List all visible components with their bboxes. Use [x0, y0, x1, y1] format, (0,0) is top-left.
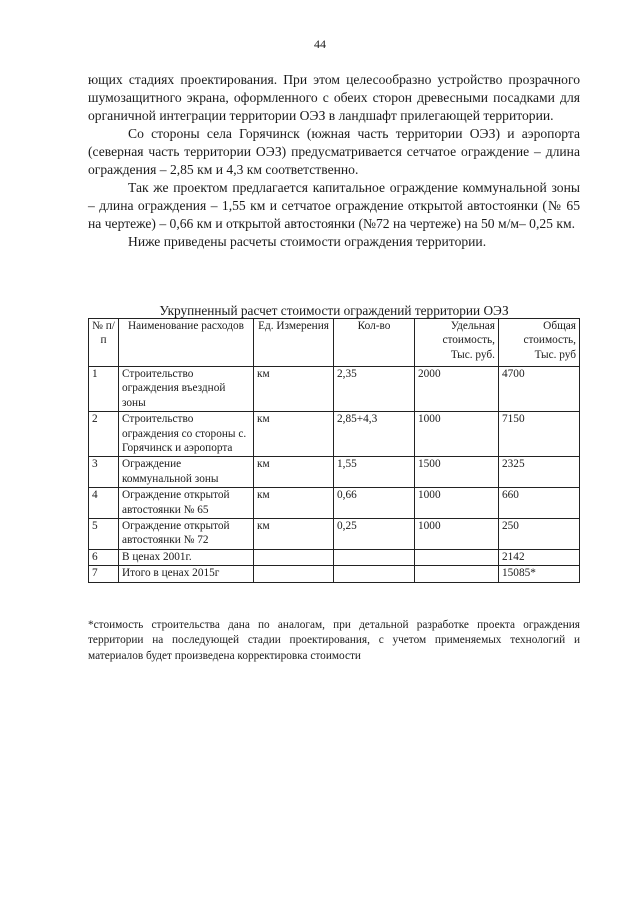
cell-total: 7150 [499, 412, 580, 457]
cell-num: 1 [89, 367, 119, 412]
cell-unit [254, 566, 334, 582]
cell-unit: км [254, 488, 334, 519]
cell-name: Строительство ограждения со стороны с. Горячинск и аэропорта [119, 412, 254, 457]
header-num: № п/п [89, 319, 119, 367]
header-total: Общая стоимость, Тыс. руб [499, 319, 580, 367]
cell-unit-cost: 1000 [415, 519, 499, 550]
cell-total: 2142 [499, 549, 580, 565]
cell-unit-cost: 1000 [415, 488, 499, 519]
page-number: 44 [314, 37, 326, 51]
table-row [89, 549, 580, 565]
cell-unit [254, 549, 334, 565]
cell-num: 6 [89, 549, 119, 565]
cell-qty: 0,66 [334, 488, 415, 519]
cell-unit: км [254, 457, 334, 488]
table-row [89, 457, 580, 488]
header-unit-cost: Удельная стоимость, Тыс. руб. [415, 319, 499, 367]
footnote: *стоимость строительства дана по аналогам, при детальной разработке проекта ограждения территории на последующей стадии проектирования, с учетом применяемых технологий и материалов будет произведена корректировка стоимости [88, 619, 580, 662]
cell-num: 4 [89, 488, 119, 519]
paragraph: ющих стадиях проектирования. При этом целесообразно устройство прозрачного шумозащитного экрана, оформленного с обеих сторон древесными посадками для органичной интеграции территории ОЭЗ в ландшафт прилегающей территории. [88, 72, 580, 123]
cell-num: 3 [89, 457, 119, 488]
cell-num: 7 [89, 566, 119, 582]
cell-name: Строительство ограждения въездной зоны [119, 367, 254, 412]
cell-qty: 0,25 [334, 519, 415, 550]
cell-qty [334, 566, 415, 582]
cell-name: Итого в ценах 2015г [119, 566, 254, 582]
table-body [89, 367, 580, 583]
cell-qty: 2,35 [334, 367, 415, 412]
table-row [89, 412, 580, 457]
paragraph: Ниже приведены расчеты стоимости ограждения территории. [128, 234, 487, 249]
cell-total: 15085* [499, 566, 580, 582]
header-name: Наименование расходов [119, 319, 254, 367]
cell-name: Ограждение открытой автостоянки № 65 [119, 488, 254, 519]
cell-num: 2 [89, 412, 119, 457]
table-row [89, 519, 580, 550]
cell-name: В ценах 2001г. [119, 549, 254, 565]
cell-qty: 2,85+4,3 [334, 412, 415, 457]
paragraph: Так же проектом предлагается капитальное ограждение коммунальной зоны – длина ограждения – 1,55 км и сетчатое ограждение открытой автостоянки (№ 65 на чертеже) – 0,66 км и открытой автостоянки (№72 на чертеже) на 50 м/м– 0,25 км. [88, 180, 580, 231]
table-header-row [89, 319, 580, 367]
cell-qty: 1,55 [334, 457, 415, 488]
cost-table [88, 318, 580, 583]
cell-total: 250 [499, 519, 580, 550]
cell-unit-cost: 1500 [415, 457, 499, 488]
cell-unit-cost [415, 566, 499, 582]
cell-unit: км [254, 412, 334, 457]
cell-total: 2325 [499, 457, 580, 488]
cell-unit-cost: 2000 [415, 367, 499, 412]
cell-total: 660 [499, 488, 580, 519]
table-row [89, 566, 580, 582]
table-row [89, 367, 580, 412]
header-unit: Ед. Измерения [254, 319, 334, 367]
cell-qty [334, 549, 415, 565]
body-text [88, 71, 580, 251]
cell-unit-cost [415, 549, 499, 565]
cell-name: Ограждение открытой автостоянки № 72 [119, 519, 254, 550]
cell-total: 4700 [499, 367, 580, 412]
table-row [89, 488, 580, 519]
table-caption: Укрупненный расчет стоимости ограждений территории ОЭЗ [159, 303, 509, 318]
cell-num: 5 [89, 519, 119, 550]
paragraph: Со стороны села Горячинск (южная часть территории ОЭЗ) и аэропорта (северная часть территории ОЭЗ) предусматривается сетчатое ограждение – длина ограждения – 2,85 км и 4,3 км соответственно. [88, 126, 580, 177]
cell-unit-cost: 1000 [415, 412, 499, 457]
cell-unit: км [254, 367, 334, 412]
header-qty: Кол-во [334, 319, 415, 367]
cell-name: Ограждение коммунальной зоны [119, 457, 254, 488]
cell-unit: км [254, 519, 334, 550]
